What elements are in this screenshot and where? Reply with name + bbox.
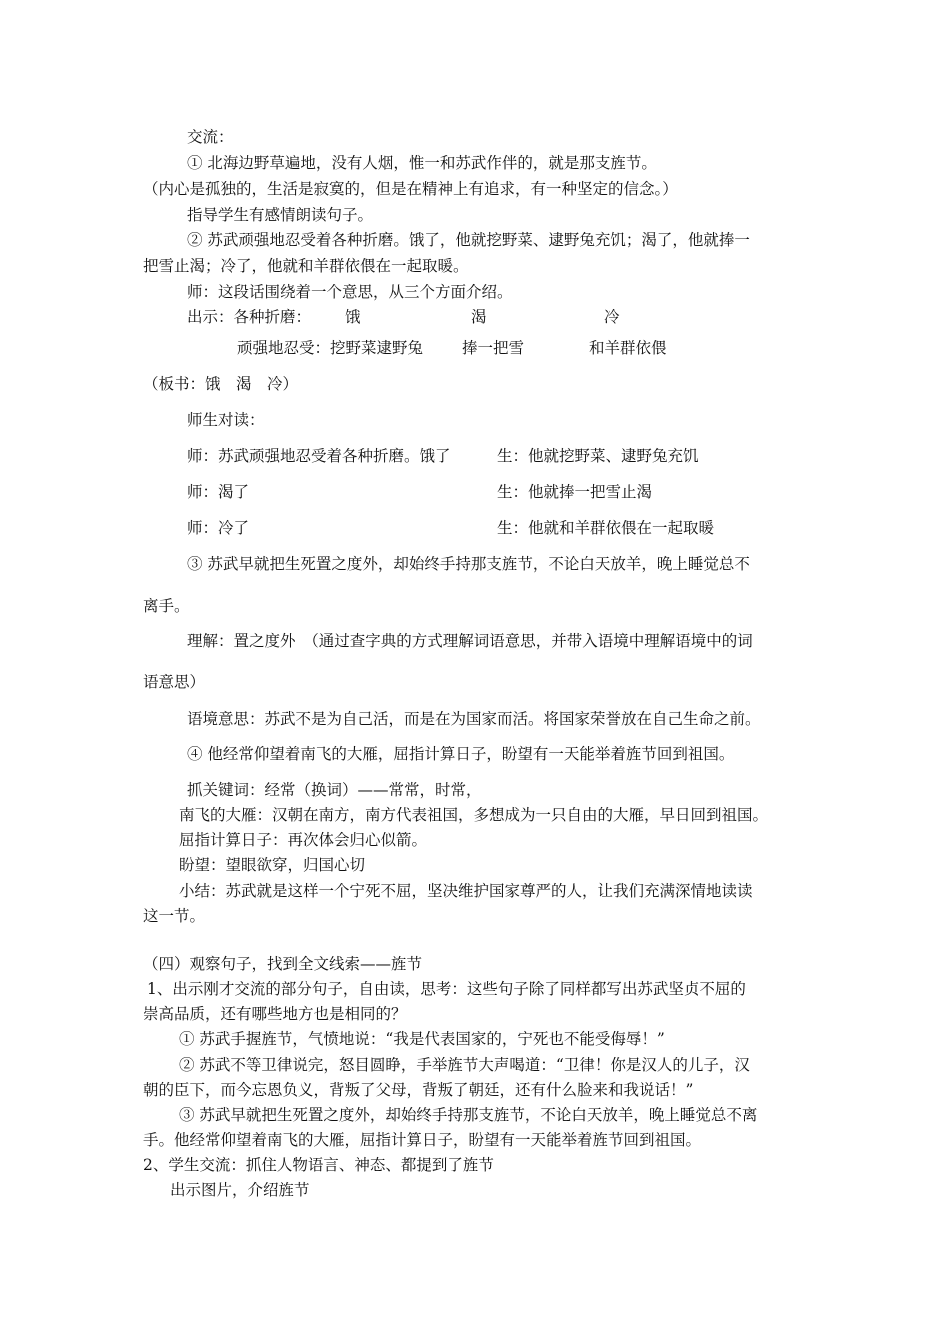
show-col-cold: 冷 xyxy=(604,308,620,326)
text-line: ① 苏武手握旌节，气愤地说：“我是代表国家的，宁死也不能受侮辱！” xyxy=(179,1030,665,1048)
text-line: 离手。 xyxy=(143,597,190,615)
dialog-teacher-line: 师：渴了 xyxy=(187,483,250,501)
text-line: 出示图片，介绍旌节 xyxy=(170,1181,310,1199)
text-line: 抓关键词：经常（换词）——常常，时常， xyxy=(187,781,482,799)
text-line: ② 苏武不等卫律说完，怒目圆睁，手举旌节大声喝道：“卫律！你是汉人的儿子，汉 xyxy=(179,1056,750,1074)
text-line: ④ 他经常仰望着南飞的大雁，屈指计算日子，盼望有一天能举着旌节回到祖国。 xyxy=(187,745,735,763)
endure-label: 顽强地忍受：挖野菜逮野兔 xyxy=(237,339,424,357)
text-line: 朝的臣下，而今忘恩负义，背叛了父母，背叛了朝廷，还有什么脸来和我说话！” xyxy=(143,1081,694,1099)
dialog-student-line: 生：他就和羊群依偎在一起取暖 xyxy=(497,519,715,537)
text-line: 1、出示刚才交流的部分句子，自由读，思考：这些句子除了同样都写出苏武坚贞不屈的 xyxy=(147,980,746,998)
text-line: 南飞的大雁：汉朝在南方，南方代表祖国，多想成为一只自由的大雁，早日回到祖国。 xyxy=(179,806,769,824)
text-line: 师：这段话围绕着一个意思，从三个方面介绍。 xyxy=(187,283,513,301)
text-line: 这一节。 xyxy=(143,907,206,925)
text-line: 理解：置之度外 （通过查字典的方式理解词语意思，并带入语境中理解语境中的词 xyxy=(187,632,753,650)
show-col-thirst: 渴 xyxy=(471,308,487,326)
text-line: 小结：苏武就是这样一个宁死不屈，坚决维护国家尊严的人，让我们充满深情地读读 xyxy=(179,882,753,900)
text-line: 2、学生交流：抓住人物语言、神态、都提到了旌节 xyxy=(143,1156,494,1174)
text-line: 盼望：望眼欲穿，归国心切 xyxy=(179,856,366,874)
text-line: ① 北海边野草遍地，没有人烟，惟一和苏武作伴的，就是那支旌节。 xyxy=(187,154,657,172)
text-line: 崇高品质，还有哪些地方也是相同的？ xyxy=(143,1005,407,1023)
dialog-student-line: 生：他就捧一把雪止渴 xyxy=(497,483,653,501)
text-line: （板书：饿 渴 冷） xyxy=(143,375,299,393)
text-line: 语意思） xyxy=(143,673,206,691)
text-line: 师生对读： xyxy=(187,411,265,429)
text-line: 交流： xyxy=(187,128,234,146)
text-line: 语境意思：苏武不是为自己活，而是在为国家而活。将国家荣誉放在自己生命之前。 xyxy=(187,710,761,728)
dialog-teacher-line: 师：苏武顽强地忍受着各种折磨。饿了 xyxy=(187,447,451,465)
text-line: ③ 苏武早就把生死置之度外，却始终手持那支旌节，不论白天放羊，晚上睡觉总不 xyxy=(187,555,750,573)
dialog-student-line: 生：他就挖野菜、逮野兔充饥 xyxy=(497,447,699,465)
text-line: ② 苏武顽强地忍受着各种折磨。饿了，他就挖野菜、逮野兔充饥；渴了，他就捧一 xyxy=(187,231,750,249)
endure-col-thirst: 捧一把雪 xyxy=(462,339,525,357)
dialog-teacher-line: 师：冷了 xyxy=(187,519,250,537)
text-line: （内心是孤独的，生活是寂寞的，但是在精神上有追求，有一种坚定的信念。） xyxy=(143,180,678,198)
show-col-hunger: 饿 xyxy=(345,308,361,326)
text-line: 屈指计算日子：再次体会归心似箭。 xyxy=(179,831,428,849)
show-label: 出示：各种折磨： xyxy=(187,308,312,326)
text-line: 手。他经常仰望着南飞的大雁，屈指计算日子，盼望有一天能举着旌节回到祖国。 xyxy=(143,1131,702,1149)
text-line: 指导学生有感情朗读句子。 xyxy=(187,206,374,224)
section-heading: （四）观察句子，找到全文线索——旌节 xyxy=(143,955,423,973)
endure-col-cold: 和羊群依偎 xyxy=(589,339,667,357)
text-line: ③ 苏武早就把生死置之度外，却始终手持那支旌节，不论白天放羊，晚上睡觉总不离 xyxy=(179,1106,758,1124)
text-line: 把雪止渴；冷了，他就和羊群依偎在一起取暖。 xyxy=(143,257,469,275)
